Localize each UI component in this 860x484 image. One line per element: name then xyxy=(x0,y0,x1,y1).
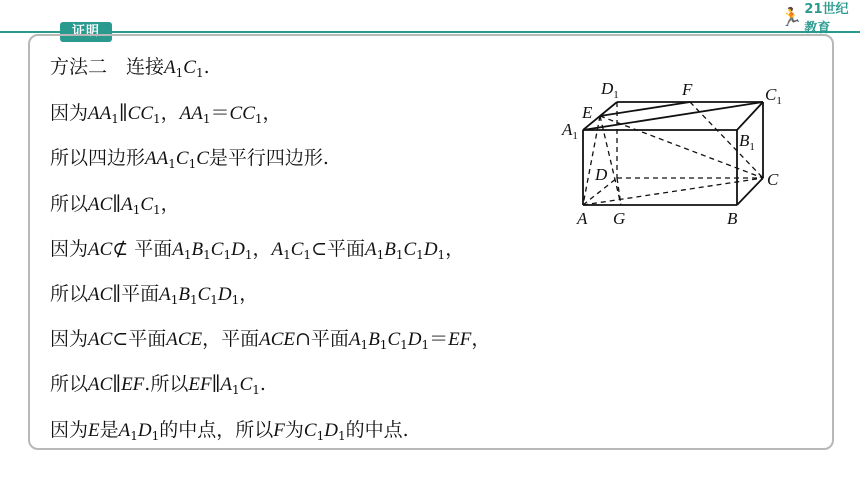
proof-line-1: 方法二 连接$A_1C_1$. xyxy=(50,56,210,80)
proof-line-7: 因为AC⊂平面ACE，平面ACE∩平面$A_1B_1C_1D_1=EF$， xyxy=(50,328,491,352)
proof-line-6: 所以AC∥平面$A_1B_1C_1D_1$， xyxy=(50,283,259,307)
prism-figure xyxy=(555,78,795,233)
proof-tag: 证明 xyxy=(60,22,112,42)
label-B: B xyxy=(727,209,738,228)
logo-text: 21世纪教育 xyxy=(804,2,849,36)
proof-line-4: 所以$AC\parallel A_1C_1$， xyxy=(50,193,180,217)
proof-line-3: 所以四边形$AA_1C_1C$是平行四边形. xyxy=(50,147,329,171)
label-G: G xyxy=(613,209,626,228)
label-C: C xyxy=(767,170,779,189)
logo xyxy=(780,2,860,36)
label-F: F xyxy=(682,80,693,99)
proof-line-9: 因为E是$A_1D_1$的中点，所以F为$C_1D_1$的中点. xyxy=(50,419,409,443)
header-rule xyxy=(0,31,860,33)
label-D1: $D_1$ xyxy=(601,79,619,101)
runner-icon: 🏃 xyxy=(780,6,803,28)
label-D: D xyxy=(595,165,608,184)
label-B1: $B_1$ xyxy=(739,131,755,153)
label-A1: $A_1$ xyxy=(562,120,578,142)
proof-line-2: 因为$AA_1\parallel CC_1$，$AA_1=CC_1$， xyxy=(50,102,282,126)
proof-line-8: 所以AC∥EF.所以$EF\parallel A_1C_1$. xyxy=(50,373,266,397)
label-C1: $C_1$ xyxy=(765,85,782,107)
label-E: E xyxy=(582,103,593,122)
proof-line-5: 因为AC⊄ 平面$A_1B_1C_1D_1$，$A_1C_1\subset$平面$A_1B_1C_1D_1$， xyxy=(50,238,465,262)
label-A: A xyxy=(577,209,588,228)
